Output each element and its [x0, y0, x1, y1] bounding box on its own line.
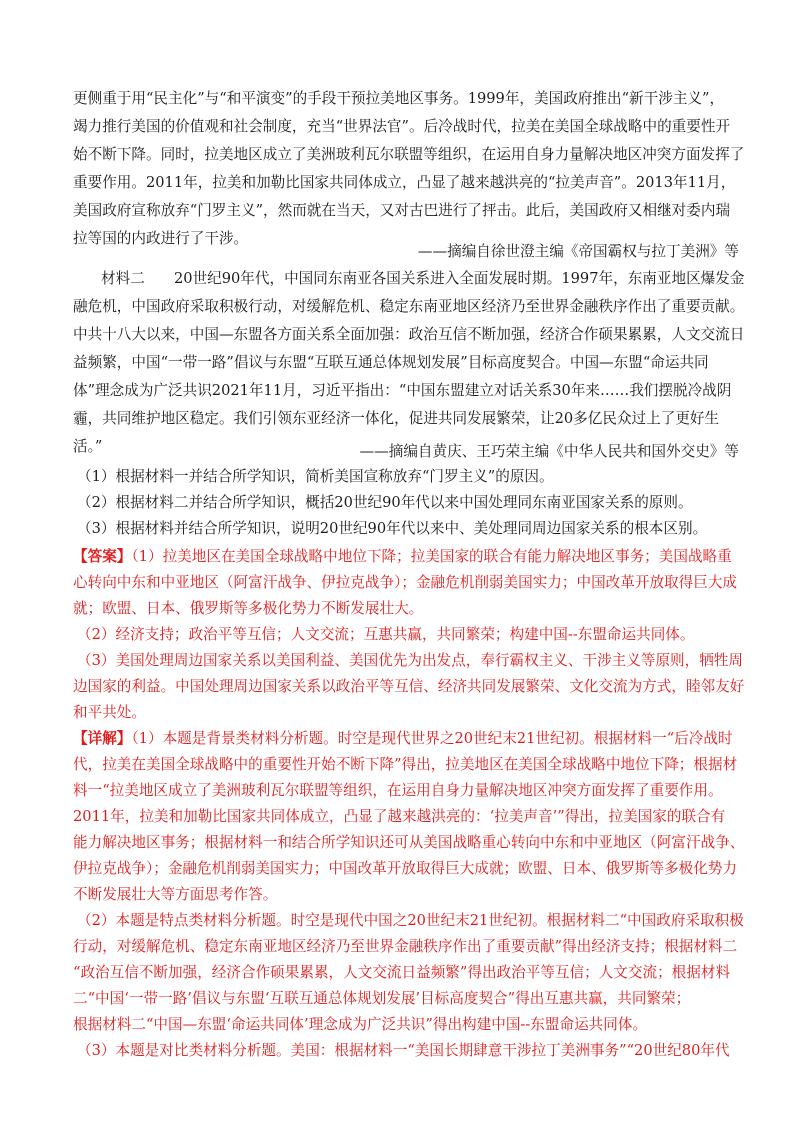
- answer-tag: 【答案】: [73, 548, 132, 565]
- material1-source: ——摘编自徐世澄主编《帝国霸权与拉丁美洲》等: [417, 243, 739, 260]
- detail-line: “政治互信不断加强，经济合作硕果累累，人文交流日益频繁”得出政治平等互信；人文交流；根据材料: [73, 964, 731, 981]
- material2-line: 中共十八大以来，中国—东盟各方面关系全面加强：政治互信不断加强，经济合作硕果累累，人文交流日: [73, 326, 745, 343]
- material2-line: 融危机，中国政府采取积极行动，对缓解危机、稳定东南亚地区经济乃至世界金融秩序作出了重要贡献。: [73, 298, 745, 315]
- material2-line: 益频繁，中国“一带一路”倡议与东盟“互联互通总体规划发展”目标高度契合。中国—东盟“命运共同: [73, 354, 709, 371]
- detail-line: 行动，对缓解危机、稳定东南亚地区经济乃至世界金融秩序作出了重要贡献”得出经济支持；根据材料二: [73, 938, 738, 955]
- detail-line: 能力解决地区事务；根据材料一和结合所学知识还可从美国战略重心转向中东和中亚地区（阿富汗战争、: [73, 834, 745, 851]
- answer-line: 和平共处。: [73, 704, 146, 721]
- material1-line: 始不断下降。同时，拉美地区成立了美洲玻利瓦尔联盟等组织，在运用自身力量解决地区冲突方面发挥了: [73, 146, 745, 163]
- detail-line: 2011年，拉美和加勒比国家共同体成立，凸显了越来越洪亮的：‘拉美声音’”得出，拉美国家的联合有: [73, 808, 726, 825]
- question-1: （1）根据材料一并结合所学知识，简析美国宣称放弃“门罗主义”的原因。: [77, 468, 554, 485]
- material1-line: 重要作用。2011年，拉美和加勒比国家共同体成立，凸显了越来越洪亮的“拉美声音”。2013年11月，: [73, 174, 736, 191]
- detail-text: （1）本题是背景类材料分析题。时空是现代世界之20世纪末21世纪初。根据材料一“后冷战时: [131, 730, 733, 747]
- question-3: （3）根据材料并结合所学知识，说明20世纪90年代以来中、美处理同周边国家关系的根本区别。: [77, 520, 708, 537]
- detail-line: 伊拉克战争）；金融危机削弱美国实力；中国改革开放取得巨大成就；欧盟、日本、俄罗斯等多极化势力: [73, 860, 738, 877]
- material2-line: 体”理念成为广泛共识2021年11月，习近平指出：“中国东盟建立对话关系30年来……我们摆脱冷战阴: [73, 382, 732, 399]
- answer-line: 边国家的利益。中国处理周边国家关系以政治平等互信、经济共同发展繁荣、文化交流为方式，睦邻友好: [73, 678, 745, 695]
- detail-line: 根据材料二“中国—东盟‘命运共同体’理念成为广泛共识”得出构建中国--东盟命运共同体。: [73, 1016, 648, 1033]
- detail-line: [73, 728, 733, 750]
- material1-line: 更侧重于用“民主化”与“和平演变”的手段干预拉美地区事务。1999年，美国政府推出“新干涉主义”，: [73, 90, 725, 107]
- answer-line: （3）美国处理周边国家关系以美国利益、美国优先为出发点，奉行霸权主义、干涉主义等原则，牺牲周: [77, 652, 744, 669]
- answer-line: [73, 546, 732, 568]
- material2-line: 霾，共同维护地区稳定。我们引领东亚经济一体化，促进共同发展繁荣，让20多亿民众过上了更好生: [73, 410, 720, 427]
- detail-line: （3）本题是对比类材料分析题。美国：根据材料一“美国长期肆意干涉拉丁美洲事务”“20世纪80年代: [77, 1042, 730, 1059]
- material2-line: 活。”: [73, 438, 103, 455]
- answer-text: （1）拉美地区在美国全球战略中地位下降；拉美国家的联合有能力解决地区事务；美国战略重: [131, 548, 732, 565]
- question-2: （2）根据材料二并结合所学知识，概括20世纪90年代以来中国处理同东南亚国家关系的原则。: [77, 494, 693, 511]
- detail-line: 不断发展壮大等方面思考作答。: [73, 886, 278, 903]
- detail-line: 二“中国‘一带一路’倡议与东盟‘互联互通总体规划发展’目标高度契合”得出互惠共赢，共同繁荣；: [73, 990, 691, 1007]
- detail-line: 代，拉美在美国全球战略中的重要性开始不断下降”得出，拉美地区在美国全球战略中地位下降；根据材: [73, 756, 738, 773]
- detail-tag: 【详解】: [73, 730, 132, 747]
- detail-line: 料一“拉美地区成立了美洲玻利瓦尔联盟等组织，在运用自身力量解决地区冲突方面发挥了重要作用。: [73, 782, 723, 799]
- material1-line: 竭力推行美国的价值观和社会制度，充当“世界法官”。后冷战时代，拉美在美国全球战略中的重要性开: [73, 118, 731, 135]
- answer-line: 心转向中东和中亚地区（阿富汗战争、伊拉克战争）；金融危机削弱美国实力；中国改革开放取得巨大成: [73, 574, 738, 591]
- material2-line: 材料二 20世纪90年代，中国同东南亚各国关系进入全面发展时期。1997年，东南亚地区爆发金: [101, 270, 745, 287]
- material1-line: 美国政府宣称放弃“门罗主义”，然而就在当天，又对古巴进行了抨击。此后，美国政府又相继对委内瑞: [73, 202, 731, 219]
- answer-line: 就；欧盟、日本、俄罗斯等多极化势力不断发展壮大。: [73, 600, 424, 617]
- answer-line: （2）经济支持；政治平等互信；人文交流；互惠共赢，共同繁荣；构建中国--东盟命运共同体。: [77, 626, 695, 643]
- material2-source: ——摘编自黄庆、王巧荣主编《中华人民共和国外交史》等: [359, 443, 739, 460]
- material1-line: 拉等国的内政进行了干涉。: [73, 230, 249, 247]
- detail-line: （2）本题是特点类材料分析题。时空是现代中国之20世纪末21世纪初。根据材料二“中国政府采取积极: [77, 912, 744, 929]
